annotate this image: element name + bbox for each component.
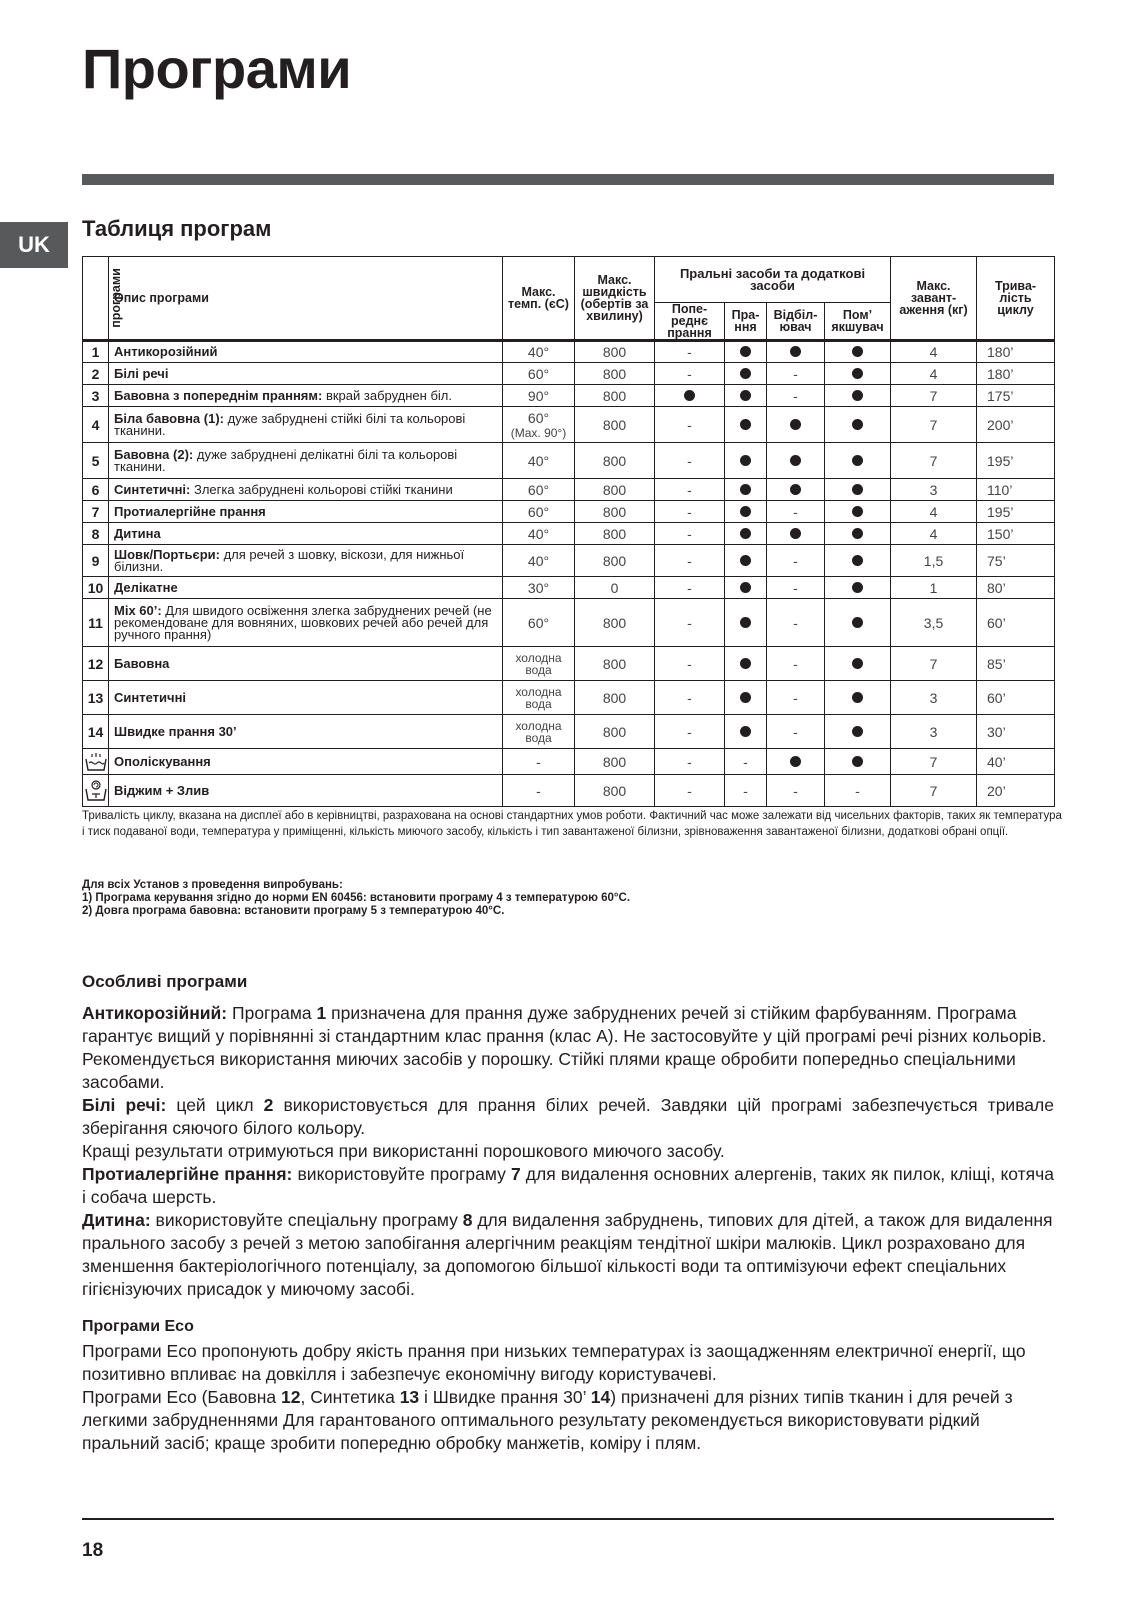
max-temp-value: 40° — [527, 344, 550, 360]
program-name: Дитина — [114, 525, 161, 541]
bleach-cell: - — [767, 681, 825, 715]
soft-cell — [825, 577, 891, 599]
header-wash: Пра- ння — [725, 303, 767, 341]
program-number: 14 — [83, 715, 109, 749]
soft-cell — [825, 407, 891, 443]
max-temp-note: (Max. 90°) — [510, 425, 567, 440]
max-temp-value: 60° — [527, 481, 550, 498]
max-temp-value: 40° — [527, 552, 550, 569]
language-tab: UK — [0, 222, 68, 268]
max-load-cell: 3 — [891, 715, 977, 749]
max-speed-cell: 800 — [575, 341, 655, 363]
program-description — [109, 407, 503, 443]
bleach-cell: - — [767, 385, 825, 407]
soft-cell — [825, 479, 891, 501]
duration-cell: 85’ — [977, 647, 1055, 681]
max-temp-value: 60° — [527, 614, 550, 631]
max-speed-cell: 0 — [575, 577, 655, 599]
soft-cell — [825, 363, 891, 385]
rinse-icon — [83, 749, 109, 775]
program-description — [109, 385, 503, 407]
prewash-cell: - — [655, 749, 725, 775]
filled-dot-icon — [852, 368, 863, 379]
wash-cell — [725, 385, 767, 407]
filled-dot-icon — [852, 692, 863, 703]
max-speed-cell: 800 — [575, 479, 655, 501]
wash-cell — [725, 407, 767, 443]
bleach-cell: - — [767, 577, 825, 599]
max-temp-value: холодна вода — [515, 650, 562, 677]
paragraph-baby: Дитина: використовуйте спеціальну програму 8 для видалення забруднень, типових для дітей, а також для видалення прального засобу з речей з метою запобігання алергічним реакціям тендітної шкіри малюків. Цикл розраховано для зменшення бактеріологічного потенціалу, за допомогою більшої кількості води та оптимізуючи ефект спеціальних гігієнізуючих присадок у миючому засобі. — [82, 1210, 1053, 1299]
prewash-cell: - — [655, 599, 725, 647]
table-row — [83, 523, 1055, 545]
filled-dot-icon — [852, 390, 863, 401]
max-load-cell: 1,5 — [891, 545, 977, 577]
filled-dot-icon — [852, 346, 863, 357]
max-load-cell: 4 — [891, 501, 977, 523]
duration-cell: 30’ — [977, 715, 1055, 749]
wash-cell — [725, 647, 767, 681]
program-number: 13 — [83, 681, 109, 715]
duration-cell: 80’ — [977, 577, 1055, 599]
header-max-load: Макс. завант- аження (кг) — [891, 257, 977, 341]
soft-cell — [825, 599, 891, 647]
duration-cell: 20’ — [977, 775, 1055, 807]
bleach-cell — [767, 407, 825, 443]
header-detergents: Пральні засоби та додаткові засоби — [655, 257, 891, 303]
table-title: Таблиця програм — [82, 216, 272, 241]
filled-dot-icon — [740, 726, 751, 737]
soft-cell — [825, 749, 891, 775]
max-speed-cell: 800 — [575, 407, 655, 443]
duration-cell: 195’ — [977, 501, 1055, 523]
max-load-cell: 7 — [891, 443, 977, 479]
special-programs-title: Особливі програми — [82, 972, 248, 991]
max-load-cell: 3 — [891, 681, 977, 715]
filled-dot-icon — [790, 419, 801, 430]
table-row — [83, 775, 1055, 807]
max-speed-cell: 800 — [575, 681, 655, 715]
page-title: Програми — [82, 37, 352, 100]
eco-paragraph-2: Програми Eco (Бавовна 12, Синтетика 13 і Швидке прання 30’ 14) призначені для різних типів тканин і для речей з легкими забрудненнями Для гарантованого оптимального результату рекомендується використовувати рідкий пральний засіб; краще зробити попередню обробку манжетів, коміру і плям. — [82, 1387, 1013, 1453]
program-number: 7 — [83, 501, 109, 523]
header-softener: Пом’ якшувач — [825, 303, 891, 341]
program-name: Антикорозійний — [114, 344, 218, 359]
duration-cell: 110’ — [977, 479, 1055, 501]
duration-cell: 180’ — [977, 341, 1055, 363]
special-programs-text — [82, 1002, 1054, 1301]
duration-cell: 200’ — [977, 407, 1055, 443]
max-temp-value: 30° — [527, 579, 550, 596]
table-row — [83, 681, 1055, 715]
wash-cell — [725, 681, 767, 715]
program-number: 11 — [83, 599, 109, 647]
prewash-cell: - — [655, 775, 725, 807]
wash-cell: - — [725, 749, 767, 775]
program-detail: Злегка забруднені кольорові стійкі тканини — [190, 481, 453, 497]
program-description — [109, 577, 503, 599]
max-temp-value: 40° — [527, 525, 550, 542]
program-name: Білі речі — [114, 365, 169, 381]
bleach-cell — [767, 479, 825, 501]
duration-cell: 175’ — [977, 385, 1055, 407]
max-temp-cell — [503, 443, 575, 479]
program-detail: Для швидого освіження злегка забруднених речей (не рекомендоване для вовняних, шовкових речей або речей для ручного прання) — [114, 602, 492, 642]
soft-cell: - — [825, 775, 891, 807]
max-temp-value: 60° — [527, 409, 550, 426]
max-temp-cell — [503, 501, 575, 523]
prewash-cell: - — [655, 479, 725, 501]
bleach-cell — [767, 749, 825, 775]
max-temp-cell — [503, 407, 575, 443]
program-name: Синтетичні: — [114, 481, 191, 497]
table-row — [83, 363, 1055, 385]
filled-dot-icon — [852, 726, 863, 737]
program-name: Бавовна з попереднім пранням: — [114, 387, 323, 403]
max-temp-cell — [503, 775, 575, 807]
max-temp-cell — [503, 523, 575, 545]
program-name: Синтетичні — [114, 689, 187, 705]
max-speed-cell: 800 — [575, 647, 655, 681]
header-bleach: Відбіл- ювач — [767, 303, 825, 341]
max-speed-cell: 800 — [575, 715, 655, 749]
bleach-cell — [767, 341, 825, 363]
max-load-cell: 7 — [891, 647, 977, 681]
program-description — [109, 599, 503, 647]
filled-dot-icon — [740, 692, 751, 703]
filled-dot-icon — [790, 528, 801, 539]
header-programs: програми — [83, 257, 109, 341]
paragraph-powder: Кращі результати отримуються при використанні порошкового миючого засобу. — [82, 1141, 725, 1161]
duration-cell: 60’ — [977, 599, 1055, 647]
filled-dot-icon — [740, 346, 751, 357]
program-description — [109, 523, 503, 545]
max-load-cell: 7 — [891, 749, 977, 775]
header-description: Опис програми — [109, 257, 503, 341]
max-temp-cell — [503, 647, 575, 681]
test-note-line: 1) Програма керування згідно до норми EN 60456: встановити програму 4 з температурою 60°С. — [82, 892, 631, 904]
max-temp-cell — [503, 385, 575, 407]
filled-dot-icon — [790, 484, 801, 495]
page-number: 18 — [82, 1540, 104, 1561]
max-temp-cell — [503, 749, 575, 775]
soft-cell — [825, 681, 891, 715]
program-name: Бавовна — [114, 655, 170, 671]
table-row — [83, 443, 1055, 479]
table-row — [83, 341, 1055, 363]
program-number: 6 — [83, 479, 109, 501]
header-max-speed: Макс. швидкість (обертів за хвилину) — [575, 257, 655, 341]
bleach-cell — [767, 443, 825, 479]
program-number: 9 — [83, 545, 109, 577]
table-row — [83, 577, 1055, 599]
max-temp-cell — [503, 479, 575, 501]
test-note-line: 2) Довга програма бавовна: встановити програму 5 з температурою 40°С. — [82, 905, 505, 917]
soft-cell — [825, 341, 891, 363]
table-row — [83, 599, 1055, 647]
duration-cell: 150’ — [977, 523, 1055, 545]
filled-dot-icon — [740, 419, 751, 430]
duration-cell: 75’ — [977, 545, 1055, 577]
program-name: Бавовна (2): — [114, 446, 194, 462]
paragraph-anticorrosion: Антикорозійний: Програма 1 призначена для прання дуже забруднених речей зі стійким фарбуванням. Програма гарантує вищий у порівнянні зі стандартним клас прання (клас А). Не застосовуйте у цій програмі речі різних кольорів. Рекомендується використання миючих засобів у порошку. Стійкі плями краще обробити попередньо спеціальними засобами. — [82, 1003, 1047, 1092]
wash-cell — [725, 443, 767, 479]
prewash-cell: - — [655, 363, 725, 385]
eco-title: Програми Eco — [82, 1318, 194, 1335]
wash-cell — [725, 479, 767, 501]
soft-cell — [825, 501, 891, 523]
max-temp-cell — [503, 363, 575, 385]
prewash-cell: - — [655, 341, 725, 363]
duration-cell: 40’ — [977, 749, 1055, 775]
program-detail: дуже забруднені делікатні білі та кольорові тканини. — [114, 446, 458, 474]
filled-dot-icon — [852, 582, 863, 593]
program-number: 8 — [83, 523, 109, 545]
max-temp-cell — [503, 577, 575, 599]
filled-dot-icon — [740, 658, 751, 669]
filled-dot-icon — [740, 390, 751, 401]
program-description — [109, 681, 503, 715]
max-load-cell: 7 — [891, 407, 977, 443]
bleach-cell: - — [767, 599, 825, 647]
max-temp-value: 60° — [527, 503, 550, 520]
program-detail: для речей з шовку, віскози, для нижньої білизни. — [114, 546, 465, 574]
filled-dot-icon — [790, 346, 801, 357]
filled-dot-icon — [790, 455, 801, 466]
program-description — [109, 775, 503, 807]
program-name: Делікатне — [114, 579, 178, 595]
duration-cell: 60’ — [977, 681, 1055, 715]
filled-dot-icon — [740, 617, 751, 628]
max-speed-cell: 800 — [575, 501, 655, 523]
wash-cell — [725, 363, 767, 385]
max-speed-cell: 800 — [575, 545, 655, 577]
max-load-cell: 3,5 — [891, 599, 977, 647]
max-load-cell: 4 — [891, 341, 977, 363]
max-speed-cell: 800 — [575, 385, 655, 407]
soft-cell — [825, 545, 891, 577]
table-row — [83, 407, 1055, 443]
program-name: Віджим + Злив — [114, 782, 210, 798]
max-temp-value: - — [536, 753, 541, 770]
program-number: 4 — [83, 407, 109, 443]
filled-dot-icon — [740, 528, 751, 539]
wash-cell — [725, 715, 767, 749]
program-description — [109, 363, 503, 385]
prewash-cell: - — [655, 647, 725, 681]
program-number: 2 — [83, 363, 109, 385]
program-number: 5 — [83, 443, 109, 479]
max-temp-value: холодна вода — [515, 718, 562, 745]
filled-dot-icon — [852, 528, 863, 539]
table-row — [83, 479, 1055, 501]
table-row — [83, 715, 1055, 749]
wash-cell — [725, 599, 767, 647]
bleach-cell: - — [767, 775, 825, 807]
bleach-cell: - — [767, 501, 825, 523]
program-description — [109, 647, 503, 681]
filled-dot-icon — [740, 506, 751, 517]
max-load-cell: 1 — [891, 577, 977, 599]
duration-cell: 180’ — [977, 363, 1055, 385]
max-temp-value: холодна вода — [515, 684, 562, 711]
max-load-cell: 7 — [891, 385, 977, 407]
program-description — [109, 501, 503, 523]
program-name: Біла бавовна (1): — [114, 410, 224, 426]
program-name: Mix 60’: — [114, 602, 162, 618]
filled-dot-icon — [740, 455, 751, 466]
prewash-cell: - — [655, 577, 725, 599]
max-speed-cell: 800 — [575, 363, 655, 385]
prewash-cell — [655, 385, 725, 407]
filled-dot-icon — [852, 506, 863, 517]
max-speed-cell: 800 — [575, 523, 655, 545]
duration-footnote: Тривалість циклу, вказана на дисплеї або в керівництві, разрахована на основі стандартних умов роботи. Фактичний час може залежати від чисельних факторів, таких як температура і тиск подаваної води, температура у приміщенні, кількість миючого засобу, кількість і тип завантаженої білизни, зрівноваження завантаженої білизни, додаткові обрані опції. — [82, 810, 1062, 838]
max-load-cell: 7 — [891, 775, 977, 807]
header-duration: Трива- лість циклу — [977, 257, 1055, 341]
filled-dot-icon — [684, 390, 695, 401]
table-row — [83, 385, 1055, 407]
header-rule — [82, 174, 1054, 185]
filled-dot-icon — [740, 484, 751, 495]
duration-cell: 195’ — [977, 443, 1055, 479]
program-detail: дуже забруднені стійкі білі та кольорові тканини. — [114, 410, 466, 438]
prewash-cell: - — [655, 501, 725, 523]
prewash-cell: - — [655, 523, 725, 545]
filled-dot-icon — [852, 756, 863, 767]
bleach-cell: - — [767, 715, 825, 749]
max-temp-cell — [503, 681, 575, 715]
program-number: 1 — [83, 341, 109, 363]
max-load-cell: 3 — [891, 479, 977, 501]
test-note — [82, 879, 1062, 918]
program-description — [109, 341, 503, 363]
wash-cell — [725, 545, 767, 577]
program-detail: вкрай забруднен біл. — [322, 387, 452, 403]
filled-dot-icon — [852, 555, 863, 566]
spin-drain-icon — [83, 775, 109, 807]
wash-cell — [725, 523, 767, 545]
header-prewash: Попе- реднє прання — [655, 303, 725, 341]
header-max-temp: Макс. темп. (єС) — [503, 257, 575, 341]
wash-cell — [725, 501, 767, 523]
max-load-cell: 4 — [891, 523, 977, 545]
prewash-cell: - — [655, 443, 725, 479]
soft-cell — [825, 715, 891, 749]
paragraph-antiallergy: Протиалергійне прання: використовуйте програму 7 для видалення основних алергенів, таких як пилок, кліщі, котяча і собача шерсть. — [82, 1164, 1054, 1207]
max-temp-cell — [503, 545, 575, 577]
max-speed-cell: 800 — [575, 443, 655, 479]
filled-dot-icon — [852, 484, 863, 495]
eco-text — [82, 1340, 1054, 1455]
program-name: Протиалергійне прання — [114, 503, 266, 519]
wash-cell — [725, 341, 767, 363]
table-row — [83, 647, 1055, 681]
filled-dot-icon — [740, 582, 751, 593]
program-description — [109, 715, 503, 749]
program-name: Шовк/Портьєри: — [114, 546, 220, 562]
filled-dot-icon — [740, 368, 751, 379]
table-row — [83, 545, 1055, 577]
max-temp-value: - — [536, 782, 541, 799]
max-speed-cell: 800 — [575, 749, 655, 775]
program-number: 10 — [83, 577, 109, 599]
filled-dot-icon — [852, 617, 863, 628]
eco-paragraph-1: Програми Eco пропонують добру якість прання при низьких температурах із заощадженням електричної енергії, що позитивно впливає на довкілля і забезпечує економічну вигоду користувачеві. — [82, 1341, 1026, 1384]
prewash-cell: - — [655, 545, 725, 577]
max-temp-value: 60° — [527, 365, 550, 382]
wash-cell — [725, 577, 767, 599]
program-number: 12 — [83, 647, 109, 681]
prewash-cell: - — [655, 407, 725, 443]
program-table — [82, 256, 1055, 807]
table-row — [83, 501, 1055, 523]
max-load-cell: 4 — [891, 363, 977, 385]
program-description — [109, 545, 503, 577]
max-speed-cell: 800 — [575, 775, 655, 807]
max-temp-value: 40° — [527, 452, 550, 469]
bleach-cell — [767, 523, 825, 545]
max-temp-cell — [503, 599, 575, 647]
filled-dot-icon — [852, 455, 863, 466]
wash-cell: - — [725, 775, 767, 807]
filled-dot-icon — [790, 756, 801, 767]
filled-dot-icon — [852, 658, 863, 669]
program-description — [109, 479, 503, 501]
prewash-cell: - — [655, 681, 725, 715]
paragraph-white: Білі речі: цей цикл 2 використовується для прання білих речей. Завдяки цій програмі забезпечується тривале зберігання сяючого білого кольору. — [82, 1095, 1054, 1138]
program-name: Ополіскування — [114, 753, 211, 769]
test-note-line: Для всіх Установ з проведення випробувань: — [82, 879, 343, 891]
soft-cell — [825, 647, 891, 681]
soft-cell — [825, 523, 891, 545]
program-description — [109, 443, 503, 479]
max-speed-cell: 800 — [575, 599, 655, 647]
max-temp-cell — [503, 715, 575, 749]
bleach-cell: - — [767, 545, 825, 577]
soft-cell — [825, 385, 891, 407]
program-number: 3 — [83, 385, 109, 407]
program-description — [109, 749, 503, 775]
footer-rule — [82, 1518, 1054, 1520]
max-temp-value: 90° — [527, 387, 550, 404]
soft-cell — [825, 443, 891, 479]
table-row — [83, 749, 1055, 775]
bleach-cell: - — [767, 363, 825, 385]
filled-dot-icon — [740, 555, 751, 566]
bleach-cell: - — [767, 647, 825, 681]
program-name: Швидке прання 30’ — [114, 723, 237, 739]
filled-dot-icon — [852, 419, 863, 430]
prewash-cell: - — [655, 715, 725, 749]
max-temp-cell — [503, 341, 575, 363]
